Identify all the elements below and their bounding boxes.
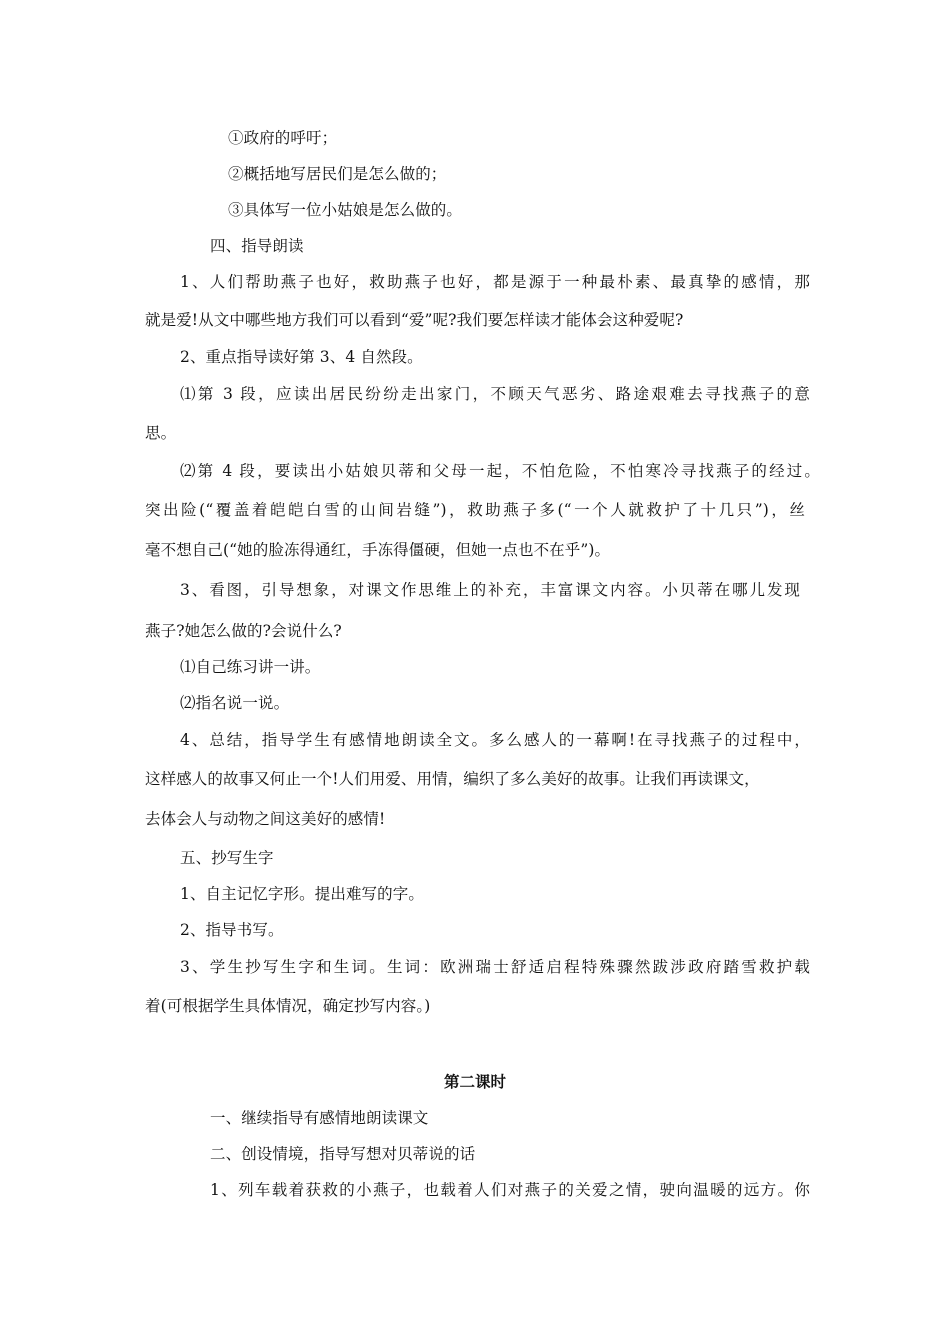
- list-item: ⑴自己练习讲一讲。: [180, 658, 321, 676]
- section-heading: 一、继续指导有感情地朗读课文: [210, 1109, 429, 1127]
- list-item: ③具体写一位小姑娘是怎么做的。: [228, 201, 463, 219]
- paragraph-line: 着(可根据学生具体情况，确定抄写内容。): [145, 997, 431, 1015]
- paragraph-line: 突出险(“覆盖着皑皑白雪的山间岩缝”)，救助燕子多(“一个人就救护了十几只”)，丝: [145, 501, 805, 519]
- paragraph-line: 4、总结，指导学生有感情地朗读全文。多么感人的一幕啊!在寻找燕子的过程中，: [180, 731, 810, 749]
- paragraph-line: ⑵第 4 段，要读出小姑娘贝蒂和父母一起，不怕危险，不怕寒冷寻找燕子的经过。: [180, 462, 820, 480]
- paragraph-line: 1、人们帮助燕子也好，救助燕子也好，都是源于一种最朴素、最真挚的感情，那: [180, 273, 810, 291]
- paragraph-line: 3、学生抄写生字和生词。生词：欧洲瑞士舒适启程特殊骤然跋涉政府踏雪救护载: [180, 958, 810, 976]
- paragraph-line: 就是爱!从文中哪些地方我们可以看到“爱”呢?我们要怎样读才能体会这种爱呢?: [145, 311, 684, 329]
- list-item: ①政府的呼吁；: [228, 129, 338, 147]
- paragraph-line: 燕子?她怎么做的?会说什么?: [145, 622, 342, 640]
- list-item: ②概括地写居民们是怎么做的；: [228, 165, 447, 183]
- paragraph-line: 1、列车载着获救的小燕子，也载着人们对燕子的关爱之情，驶向温暖的远方。你: [210, 1181, 810, 1199]
- paragraph-line: ⑴第 3 段，应读出居民纷纷走出家门，不顾天气恶劣、路途艰难去寻找燕子的意: [180, 385, 810, 403]
- section-heading: 四、指导朗读: [210, 237, 304, 255]
- section-heading: 二、创设情境，指导写想对贝蒂说的话: [210, 1145, 476, 1163]
- paragraph-line: 毫不想自己(“她的脸冻得通红，手冻得僵硬，但她一点也不在乎”)。: [145, 541, 611, 559]
- list-item: ⑵指名说一说。: [180, 694, 290, 712]
- paragraph-line: 思。: [145, 424, 177, 442]
- paragraph-line: 2、重点指导读好第 3、4 自然段。: [180, 348, 423, 366]
- paragraph-line: 去体会人与动物之间这美好的感情!: [145, 810, 386, 828]
- paragraph-line: 这样感人的故事又何止一个!人们用爱、用情，编织了多么美好的故事。让我们再读课文，: [145, 770, 760, 788]
- paragraph-line: 3、看图，引导想象，对课文作思维上的补充，丰富课文内容。小贝蒂在哪儿发现: [180, 581, 800, 599]
- section-heading: 五、抄写生字: [180, 849, 274, 867]
- list-item: 2、指导书写。: [180, 921, 284, 939]
- list-item: 1、自主记忆字形。提出难写的字。: [180, 885, 424, 903]
- lesson-title: 第二课时: [443, 1073, 506, 1091]
